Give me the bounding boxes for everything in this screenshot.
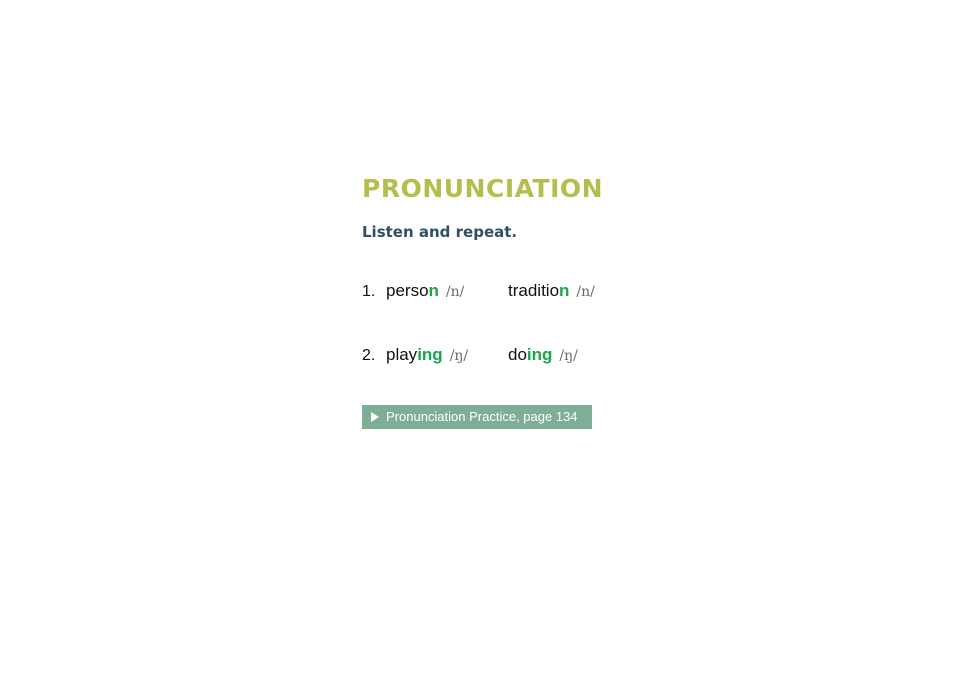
play-triangle-icon [371,412,379,422]
word-text [508,345,552,365]
pronunciation-practice-link[interactable] [362,405,592,429]
pronunciation-section [362,175,922,429]
list-item [362,345,922,365]
word-highlight: n [559,280,570,300]
ipa-symbol: /ŋ/ [559,347,578,364]
item-number: 1. [362,282,376,300]
page-title: PRONUNCIATION [362,174,604,203]
word-highlight: ing [417,344,443,364]
word-entry [386,345,508,365]
pronunciation-practice-label: Pronunciation Practice, page 134 [386,409,578,424]
word-text [386,345,443,365]
word-text [386,281,439,301]
word-base: play [386,344,418,364]
ipa-symbol: /n/ [576,283,595,300]
ipa-symbol: /ŋ/ [449,347,469,364]
word-entry [508,345,578,365]
word-base: traditio [508,280,560,300]
word-entry [508,281,595,301]
item-number: 2. [362,346,376,364]
word-base: perso [386,280,429,300]
word-entry [386,281,508,301]
word-highlight: ing [526,344,553,364]
instruction-text: Listen and repeat. [362,222,518,241]
list-item [362,281,922,301]
word-highlight: n [428,280,439,300]
ipa-symbol: /n/ [445,283,465,300]
word-text [508,281,569,301]
word-base: do [508,344,527,364]
